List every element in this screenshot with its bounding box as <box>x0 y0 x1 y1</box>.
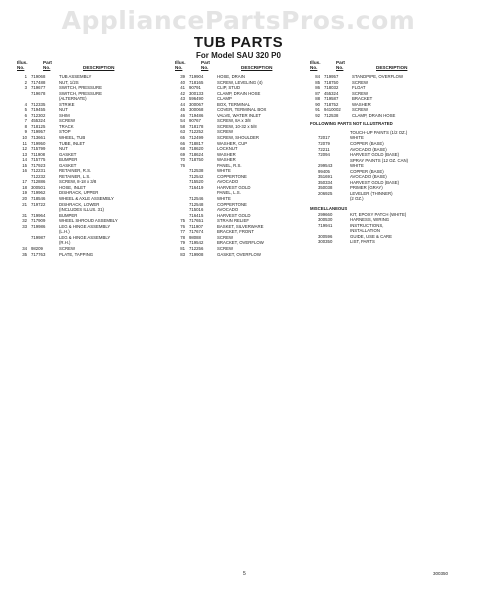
illus-number: 8 <box>24 123 27 129</box>
part-description: COPPER (BASE) <box>350 168 384 174</box>
part-number: 719987 <box>31 234 46 240</box>
part-description: LIST, PARTS <box>350 239 375 245</box>
illus-number: 84 <box>315 74 320 79</box>
part-description: LEG & HINGE ASSEMBLY <box>59 223 111 229</box>
part-description: WHITE <box>217 168 231 174</box>
illus-number: 92 <box>315 112 320 118</box>
part-number: 717674 <box>189 229 204 235</box>
illus-number: 41 <box>180 85 185 91</box>
part-description: LOCKNUT <box>217 146 238 152</box>
illus-number: 21 <box>22 201 27 207</box>
part-description: SCREW, 8-18 x 3/8 <box>59 179 97 185</box>
part-number: 715799 <box>31 146 46 152</box>
part-description: AVOCADO (BASE) <box>350 174 387 180</box>
part-description: SCREW <box>217 234 233 240</box>
part-number: 718165 <box>189 79 204 85</box>
part-number: 98209 <box>31 245 43 251</box>
column-header: Illus. No. Part No. DESCRIPTION <box>17 60 115 70</box>
part-description: SHIM <box>59 112 70 118</box>
part-description: AVOCADO <box>217 179 239 185</box>
part-number: 719962 <box>31 190 46 196</box>
part-number: 712546 <box>189 196 204 202</box>
part-description: WASHER <box>217 151 236 157</box>
illus-number: 40 <box>180 79 185 85</box>
part-number: 711907 <box>189 223 204 229</box>
part-description: COPPERTONE <box>217 173 247 179</box>
part-description: WHEEL & AXLE ASSEMBLY <box>59 196 114 202</box>
part-number: 712538 <box>189 168 204 174</box>
part-number: 717923 <box>31 162 46 168</box>
column-header: Illus. No. Part No. DESCRIPTION <box>310 60 408 70</box>
part-number: 717651 <box>189 218 204 224</box>
part-number: 72094 <box>318 152 330 158</box>
part-number: 712335 <box>31 101 46 107</box>
part-description: WASHER <box>217 157 236 163</box>
part-number: 72079 <box>318 141 330 147</box>
part-number: 90791 <box>189 85 201 91</box>
part-description: NUT <box>59 107 68 113</box>
part-description: DISHRACK, LOWER <box>59 201 100 207</box>
illus-number: 6 <box>24 112 27 118</box>
part-number: 713661 <box>31 135 46 141</box>
illus-number: 63 <box>180 129 185 135</box>
part-number: 712542 <box>189 173 204 179</box>
part-description: PANEL, R.S. <box>217 162 242 168</box>
part-description: WHEEL SHROUD ASSEMBLY <box>59 218 118 224</box>
model-subtitle: For Model SAU 320 P0 <box>196 51 281 60</box>
part-description: CLAMP, DRAIN HOSE <box>352 112 396 118</box>
part-number: 719068 <box>31 74 46 79</box>
part-description: BRACKET <box>352 96 373 102</box>
illus-number: 3 <box>24 85 27 91</box>
illus-number: 12 <box>22 146 27 152</box>
part-number: 715775 <box>31 157 46 163</box>
illus-number: 79 <box>180 240 185 246</box>
illus-number: 88 <box>315 96 320 102</box>
illus-number: 44 <box>180 101 185 107</box>
part-number: 719957 <box>324 74 339 79</box>
part-description: BUMPER <box>59 212 78 218</box>
part-description: INSTALLATION <box>350 228 380 234</box>
part-description: AVOCADO <box>217 207 239 213</box>
part-number: 455324 <box>324 90 339 96</box>
part-description: PANEL, L.S. <box>217 190 241 196</box>
part-description: WHEEL, TUB <box>59 135 86 141</box>
parts-column-2 <box>175 60 272 257</box>
parts-list-3 <box>310 74 408 118</box>
part-description: RETAINER, L.S. <box>59 173 91 179</box>
illus-number: 19 <box>22 190 27 196</box>
illus-number: 76 <box>180 162 185 168</box>
part-description: SCREW, 10-32 x 5/8 <box>217 123 257 129</box>
part-number: 719587 <box>324 96 339 102</box>
miscellaneous-list <box>310 212 408 245</box>
part-description: TUB ASSEMBLY <box>59 74 92 79</box>
part-description: FLOAT <box>352 85 366 91</box>
part-description: SCREW <box>59 118 75 124</box>
part-description: SCREW, 8A x 3/8 <box>217 118 251 124</box>
illus-number: 13 <box>22 151 27 157</box>
part-number: 299660 <box>318 211 333 217</box>
part-description: VALVE, WATER INLET <box>217 112 262 118</box>
illus-number: 76 <box>180 223 185 229</box>
part-description: BUMPER <box>59 157 78 163</box>
illus-number: 90 <box>315 101 320 107</box>
part-description: STOP <box>59 129 71 135</box>
part-number: 717763 <box>31 251 46 257</box>
part-description: SCREW <box>217 129 233 135</box>
part-number: 718620 <box>189 146 204 152</box>
illus-number: 14 <box>22 157 27 163</box>
part-number: 712231 <box>31 168 46 174</box>
part-description: PRIMER (GRAY) <box>350 185 383 191</box>
part-number: 715520 <box>189 179 204 185</box>
illus-number: 75 <box>180 218 185 224</box>
part-description: SCREW <box>352 90 368 96</box>
part-description: SCREW, SHOULDER <box>217 135 260 141</box>
illus-number: 35 <box>22 251 27 257</box>
part-number: 718624 <box>189 151 204 157</box>
part-description: LEG & HINGE ASSEMBLY <box>59 234 111 240</box>
part-number: 712499 <box>189 135 204 141</box>
part-number: 718750 <box>324 79 339 85</box>
illus-number: 70 <box>180 157 185 163</box>
part-number: 719677 <box>31 85 46 91</box>
part-number: 719908 <box>189 251 204 257</box>
part-description: HARVEST GOLD (BASE) <box>350 179 400 185</box>
part-number: 718178 <box>189 123 204 129</box>
illus-number: 32 <box>22 218 27 224</box>
part-description: NUT <box>59 146 68 152</box>
illus-number: 4 <box>24 101 27 107</box>
part-number: 715016 <box>189 207 204 213</box>
part-number: 300067 <box>189 101 204 107</box>
part-description: TRACK <box>59 123 74 129</box>
part-description: SPRAY PAINTS (12 OZ. CAN) <box>350 157 409 163</box>
part-description: HOSE, DRAIN <box>217 74 245 79</box>
part-description: TOUCH-UP PAINTS (1/2 OZ.) <box>350 129 408 135</box>
part-description: SCREW <box>352 79 368 85</box>
illus-number: 7 <box>24 118 27 124</box>
table-row <box>310 239 408 245</box>
part-description: SCREW <box>59 245 75 251</box>
part-number: 719455 <box>31 107 46 113</box>
part-number: 596490 <box>189 96 204 102</box>
illus-number: 9 <box>24 129 27 135</box>
part-description: SCREW, LEVELING (4) <box>217 79 263 85</box>
part-number: 72211 <box>318 146 330 152</box>
part-description: RETAINER, R.S. <box>59 168 92 174</box>
part-description: BRACKET, FRONT <box>217 229 255 235</box>
illus-number: 66 <box>180 140 185 146</box>
page-title: TUB PARTS <box>193 34 284 51</box>
illus-number: 33 <box>22 223 27 229</box>
part-number: 300133 <box>189 90 204 96</box>
part-description: TUBE, INLET <box>59 140 86 146</box>
illus-number: 5 <box>24 107 27 113</box>
illus-number: 16 <box>22 168 27 174</box>
illus-number: 17 <box>22 179 27 185</box>
part-description: WHITE <box>217 196 231 202</box>
part-number: 206925 <box>318 190 333 196</box>
illus-number: 54 <box>180 118 185 124</box>
illus-number: 2 <box>24 79 27 85</box>
part-number: 9410002 <box>324 107 341 113</box>
part-number: 300350 <box>318 239 333 245</box>
part-description: (INCLUDES ILLUS. 31) <box>59 207 104 213</box>
part-number: 718750 <box>189 157 204 163</box>
illus-number: 78 <box>180 234 185 240</box>
part-number: 712232 <box>31 173 46 179</box>
parts-column-3 <box>310 60 408 245</box>
part-number: 718817 <box>189 140 204 146</box>
part-number: 99405 <box>318 168 330 174</box>
illus-number: 46 <box>180 112 185 118</box>
part-number: 718546 <box>31 196 46 202</box>
part-description: WHITE <box>350 135 364 141</box>
watermark: AppliancePartsPros.com <box>61 6 416 35</box>
part-description: CLAMP, DRAIN HOSE <box>217 90 261 96</box>
illus-number: 11 <box>22 140 27 146</box>
part-number: 719486 <box>189 112 204 118</box>
part-description: HARNESS, WIRING <box>350 217 390 223</box>
part-description: BRACKET, OVERFLOW <box>217 240 264 246</box>
table-row <box>175 252 272 258</box>
illus-number: 68 <box>180 146 185 152</box>
following-parts-heading: FOLLOWING PARTS NOT ILLUSTRATED <box>310 121 393 127</box>
part-description: HOSE, INLET <box>59 184 86 190</box>
part-description: SWITCH, PRESSURE <box>59 90 102 96</box>
part-number: 719904 <box>189 74 204 79</box>
part-description: NUT, 1/2S <box>59 79 79 85</box>
part-number: 719542 <box>189 240 204 246</box>
part-number: 719957 <box>31 129 46 135</box>
part-description: KIT, EPOXY PATCH (WHITE) <box>350 211 407 217</box>
part-description: HARVEST GOLD <box>217 212 251 218</box>
part-description: (R.H.) <box>59 240 71 246</box>
part-number: 719950 <box>31 140 46 146</box>
part-number: 455324 <box>31 118 46 124</box>
part-description: SCREW <box>217 245 233 251</box>
illus-number: 43 <box>180 96 185 102</box>
part-number: 72017 <box>318 135 330 141</box>
part-description: WHITE <box>350 163 364 169</box>
part-number: 717488 <box>31 79 46 85</box>
part-number: 299543 <box>318 163 333 169</box>
part-number: 712886 <box>31 179 46 185</box>
part-description: HARVEST GOLD <box>217 184 251 190</box>
part-description: STANDPIPE, OVERFLOW <box>352 74 404 79</box>
part-description: COPPER (BASE) <box>350 141 384 147</box>
document-code: 300350 <box>433 571 449 576</box>
part-number <box>310 196 348 202</box>
part-number: 350038 <box>318 185 333 191</box>
part-description: COVER, TERMINAL BOX <box>217 107 267 113</box>
part-number: 712548 <box>189 201 204 207</box>
illus-number: 81 <box>180 245 185 251</box>
illus-number: 10 <box>22 135 27 141</box>
part-description: GASKET, OVERFLOW <box>217 251 261 257</box>
part-description: CLIP, STUD <box>217 85 241 91</box>
illus-number: 91 <box>315 107 320 113</box>
touchup-paints-list <box>310 130 408 202</box>
illus-number: 20 <box>22 196 27 202</box>
part-number: 719722 <box>31 201 46 207</box>
illus-number: 39 <box>180 74 185 79</box>
part-description: (L.H.) <box>59 229 70 235</box>
part-description: DISHRACK, UPPER <box>59 190 99 196</box>
part-number: 719678 <box>31 90 46 96</box>
part-number: 716419 <box>189 184 204 190</box>
illus-number: 65 <box>180 135 185 141</box>
table-row <box>310 113 408 119</box>
part-description: LEVELER (THINNER) <box>350 190 393 196</box>
illus-number: 58 <box>180 123 185 129</box>
part-number: 716415 <box>189 212 204 218</box>
illus-number: 42 <box>180 90 185 96</box>
illus-number: 1 <box>24 74 27 79</box>
illus-number: 45 <box>180 107 185 113</box>
table-row <box>310 196 408 202</box>
part-description: (ALTERNATE) <box>59 96 87 102</box>
illus-number: 85 <box>315 79 320 85</box>
part-number: 719941 <box>318 222 333 228</box>
column-header: Illus. No. Part No. DESCRIPTION <box>175 60 273 70</box>
part-number: 98088 <box>189 234 201 240</box>
part-description: SCREW <box>352 107 368 113</box>
part-number: 718032 <box>324 85 339 91</box>
part-number: 718125 <box>31 123 46 129</box>
part-number: 717909 <box>31 218 46 224</box>
parts-column-1 <box>17 60 118 257</box>
part-number: 718752 <box>324 101 339 107</box>
illus-number: 31 <box>22 212 27 218</box>
illus-number: 15 <box>22 162 27 168</box>
illus-number: 86 <box>315 85 320 91</box>
table-row <box>17 252 118 258</box>
part-description: GUIDE, USE & CARE <box>350 233 393 239</box>
parts-list-1 <box>17 74 118 257</box>
part-description: GASKET <box>59 151 77 157</box>
part-number: 351691 <box>318 174 333 180</box>
illus-number: 34 <box>22 245 27 251</box>
illus-number: 77 <box>180 229 185 235</box>
part-number: 300501 <box>31 184 46 190</box>
part-number: 711908 <box>31 151 46 157</box>
part-description: BOX, TERMINAL <box>217 101 251 107</box>
part-number: 712538 <box>324 112 339 118</box>
miscellaneous-heading: MISCELLANEOUS <box>310 206 348 212</box>
part-number: 712256 <box>189 245 204 251</box>
part-description: CLAMP <box>217 96 232 102</box>
part-description: WASHER, CUP <box>217 140 248 146</box>
part-number: 719986 <box>31 223 46 229</box>
part-description: STRAIN RELIEF <box>217 218 249 224</box>
part-description: STRIKE <box>59 101 75 107</box>
part-number: 712252 <box>189 129 204 135</box>
part-description: SWITCH, PRESSURE <box>59 85 102 91</box>
illus-number: 69 <box>180 151 185 157</box>
part-description: (2 OZ.) <box>350 196 364 202</box>
part-number: 712302 <box>31 112 46 118</box>
page-number: 5 <box>243 571 246 577</box>
illus-number: 83 <box>180 251 185 257</box>
illus-number: 18 <box>22 184 27 190</box>
part-description: COPPERTONE <box>217 201 247 207</box>
part-description: PLATE, TAPPING <box>59 251 94 257</box>
parts-list-2 <box>175 74 272 257</box>
part-description: GASKET <box>59 162 77 168</box>
illus-number: 87 <box>315 90 320 96</box>
part-description: HARVEST GOLD (BASE) <box>350 152 400 158</box>
part-description: WASHER <box>352 101 371 107</box>
part-description: INSTRUCTIONS, <box>350 222 384 228</box>
part-number: 300068 <box>189 107 204 113</box>
part-number: 300530 <box>318 217 333 223</box>
part-number: 350334 <box>318 179 333 185</box>
part-number: 719964 <box>31 212 46 218</box>
part-description: BASKET, SILVERWARE <box>217 223 264 229</box>
part-description: AVOCADO (BASE) <box>350 146 387 152</box>
part-number: 90767 <box>189 118 201 124</box>
part-number: 300596 <box>318 233 333 239</box>
